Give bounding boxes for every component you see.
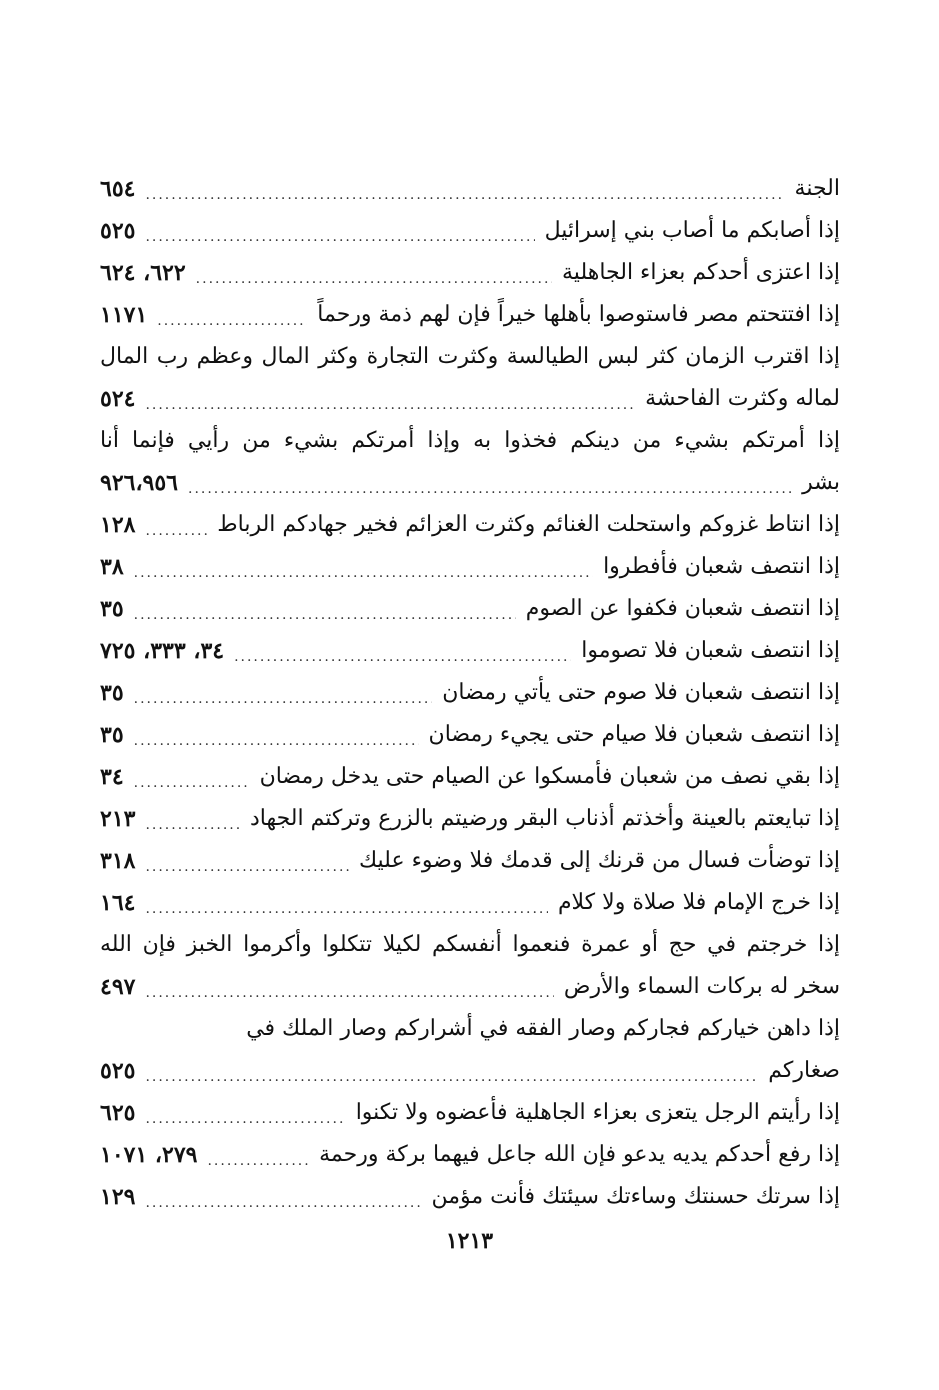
dot-leader — [145, 516, 207, 546]
dot-leader — [145, 1104, 345, 1134]
index-entry — [100, 882, 840, 924]
index-entry — [100, 252, 840, 294]
dot-leader — [145, 894, 547, 924]
entry-row — [100, 630, 840, 672]
entry-row — [100, 294, 840, 336]
entry-page-numbers: ١١٧١ — [100, 302, 148, 328]
dot-leader — [196, 264, 552, 294]
entry-text: صغاركم — [768, 1058, 840, 1083]
entry-row — [100, 1050, 840, 1092]
index-entry — [100, 1176, 840, 1218]
entry-page-numbers: ٢٧٩، ١٠٧١ — [100, 1142, 198, 1168]
entry-row — [100, 168, 840, 210]
entry-row — [100, 840, 840, 882]
entry-page-numbers: ٣٨ — [100, 554, 124, 580]
entry-page-numbers: ٣٤، ٣٣٣، ٧٢٥ — [100, 638, 225, 664]
dot-leader — [145, 390, 635, 420]
entry-page-numbers: ١٦٤ — [100, 890, 136, 916]
entry-page-numbers: ٩٢٦،٩٥٦ — [100, 470, 178, 496]
entry-row — [100, 672, 840, 714]
entry-page-numbers: ٦٥٤ — [100, 176, 136, 202]
entry-text: إذا سرتك حسنتك وساءتك سيئتك فأنت مؤمن — [431, 1184, 840, 1209]
index-entry — [100, 1092, 840, 1134]
entry-row — [100, 546, 840, 588]
dot-leader — [145, 978, 553, 1008]
entry-row — [100, 882, 840, 924]
entry-text: إذا رفع أحدكم يديه يدعو فإن الله جاعل فيهما بركة ورحمة — [319, 1142, 840, 1167]
entry-page-numbers: ٢١٣ — [100, 806, 136, 832]
entry-text: إذا انتصف شعبان فلا صيام حتى يجيء رمضان — [428, 722, 840, 747]
entry-row — [100, 210, 840, 252]
index-entry — [100, 168, 840, 210]
entry-text: إذا خرج الإمام فلا صلاة ولا كلام — [557, 890, 840, 915]
dot-leader — [134, 600, 516, 630]
dot-leader — [157, 306, 307, 336]
entry-text: إذا افتتحتم مصر فاستوصوا بأهلها خيراً فإن لهم ذمة ورحماً — [317, 302, 840, 327]
index-entry — [100, 630, 840, 672]
entry-text: إذا انتصف شعبان فلا تصوموا — [581, 638, 840, 663]
entry-row — [100, 504, 840, 546]
index-entry — [100, 672, 840, 714]
entry-text: إذا انتصف شعبان فأفطروا — [603, 554, 840, 579]
entry-row — [100, 714, 840, 756]
entry-page-numbers: ٣٥ — [100, 596, 124, 622]
entry-text: سخر له بركات السماء والأرض — [563, 974, 840, 999]
entry-row — [100, 1134, 840, 1176]
entry-page-numbers: ٥٢٤ — [100, 386, 136, 412]
index-entry — [100, 840, 840, 882]
entry-page-numbers: ٦٢٢، ٦٢٤ — [100, 260, 186, 286]
entry-text: إذا انتصف شعبان فلا صوم حتى يأتي رمضان — [442, 680, 840, 705]
entry-text: إذا انتصف شعبان فكفوا عن الصوم — [525, 596, 840, 621]
entry-text: لماله وكثرت الفاحشة — [645, 386, 840, 411]
entry-text: إذا تبايعتم بالعينة وأخذتم أذناب البقر ورضيتم بالزرع وتركتم الجهاد — [249, 806, 840, 831]
index-entry — [100, 714, 840, 756]
entry-page-numbers: ٣٥ — [100, 722, 124, 748]
dot-leader — [145, 852, 349, 882]
dot-leader — [145, 1188, 421, 1218]
index-entry — [100, 210, 840, 252]
index-entry — [100, 1134, 840, 1176]
entry-row — [100, 798, 840, 840]
index-entry — [100, 756, 840, 798]
index-entry — [100, 504, 840, 546]
entry-text: بشر — [802, 470, 840, 495]
dot-leader — [134, 684, 433, 714]
entry-page-numbers: ٤٩٧ — [100, 974, 136, 1000]
index-entry — [100, 336, 840, 420]
hadith-index-list — [100, 168, 840, 1218]
entry-text: إذا انتاط غزوكم واستحلت الغنائم وكثرت العزائم فخير جهادكم الرباط — [217, 512, 840, 537]
entry-row — [100, 756, 840, 798]
entry-text: إذا بقي نصف من شعبان فأمسكوا عن الصيام حتى يدخل رمضان — [259, 764, 840, 789]
entry-text: إذا أصابكم ما أصاب بني إسرائيل — [544, 218, 840, 243]
index-entry — [100, 924, 840, 1008]
entry-row — [100, 1092, 840, 1134]
entry-text: إذا اعتزى أحدكم بعزاء الجاهلية — [562, 260, 840, 285]
page-number: ١٢١٣ — [445, 1228, 494, 1254]
dot-leader — [188, 474, 792, 504]
dot-leader — [207, 1146, 309, 1176]
entry-page-numbers: ٦٢٥ — [100, 1100, 136, 1126]
entry-text-line: إذا اقترب الزمان كثر لبس الطيالسة وكثرت التجارة وكثر المال وعظم رب المال — [100, 344, 840, 369]
dot-leader — [134, 768, 250, 798]
entry-row — [100, 378, 840, 420]
dot-leader — [145, 1062, 758, 1092]
entry-row — [100, 462, 840, 504]
index-entry — [100, 798, 840, 840]
entry-page-numbers: ٣٤ — [100, 764, 124, 790]
dot-leader — [145, 180, 784, 210]
entry-text-line: إذا داهن خياركم فجاركم وصار الفقه في أشراركم وصار الملك في — [246, 1016, 840, 1041]
entry-row — [100, 588, 840, 630]
dot-leader — [134, 726, 419, 756]
entry-page-numbers: ١٢٩ — [100, 1184, 136, 1210]
entry-row — [100, 252, 840, 294]
entry-text: إذا توضأت فسال من قرنك إلى قدمك فلا وضوء عليك — [358, 848, 840, 873]
index-entry — [100, 1008, 840, 1092]
dot-leader — [145, 222, 534, 252]
entry-text: الجنة — [794, 176, 840, 201]
dot-leader — [234, 642, 571, 672]
entry-page-numbers: ١٢٨ — [100, 512, 136, 538]
index-entry — [100, 588, 840, 630]
entry-page-numbers: ٥٢٥ — [100, 1058, 136, 1084]
entry-text-line: إذا أمرتكم بشيء من دينكم فخذوا به وإذا أمرتكم بشيء من رأيي فإنما أنا — [100, 428, 840, 453]
entry-text: إذا رأيتم الرجل يتعزى بعزاء الجاهلية فأعضوه ولا تكنوا — [355, 1100, 840, 1125]
index-entry — [100, 546, 840, 588]
entry-text-line: إذا خرجتم في حج أو عمرة فنعموا أنفسكم لكيلا تتكلوا وأكرموا الخبز فإن الله — [100, 932, 840, 957]
entry-row — [100, 1176, 840, 1218]
dot-leader — [134, 558, 593, 588]
entry-page-numbers: ٥٢٥ — [100, 218, 136, 244]
dot-leader — [145, 810, 240, 840]
entry-page-numbers: ٣١٨ — [100, 848, 136, 874]
entry-row — [100, 966, 840, 1008]
entry-page-numbers: ٣٥ — [100, 680, 124, 706]
index-entry — [100, 294, 840, 336]
index-entry — [100, 420, 840, 504]
